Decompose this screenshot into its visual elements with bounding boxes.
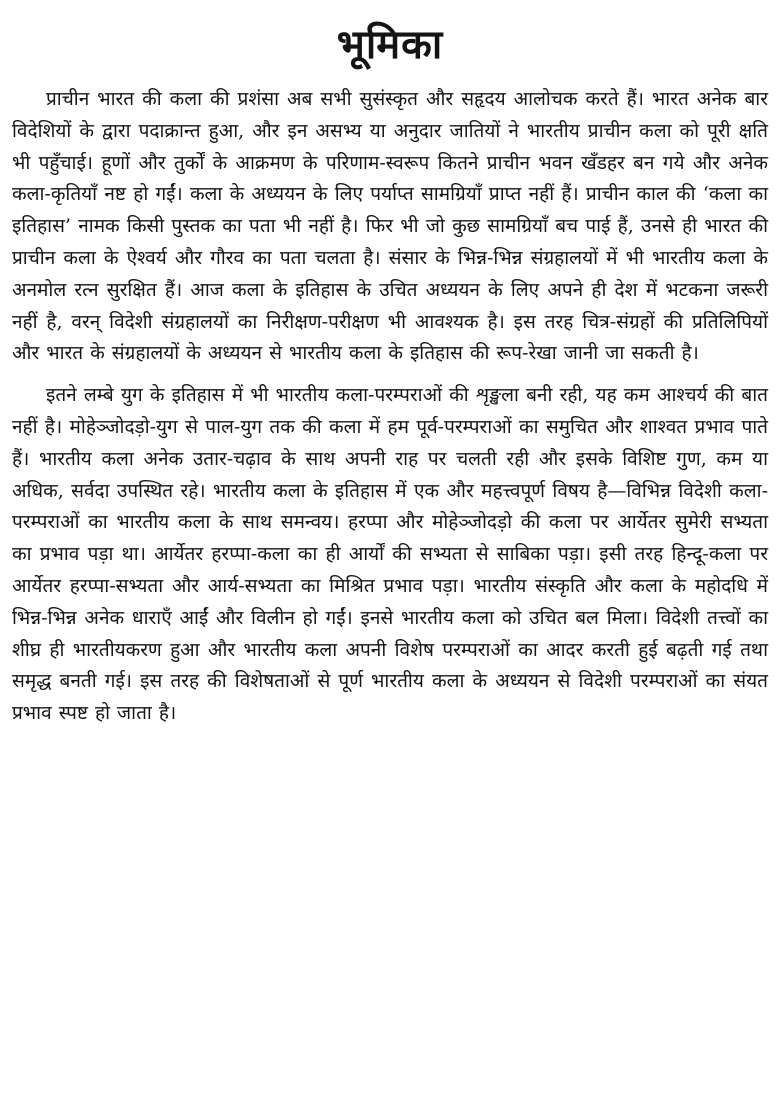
paragraph: प्राचीन भारत की कला की प्रशंसा अब सभी सुसंस्कृत और सहृदय आलोचक करते हैं। भारत अनेक बार विदेशियों के द्वारा पदाक्रान्त हुआ, और इन असभ्य या अनुदार जातियों ने भारतीय प्राचीन कला को पूरी क्षति भी पहुँचाई। हूणों और तुर्कों के आक्रमण के परिणाम-स्वरूप कितने प्राचीन भवन खँडहर बन गये और अनेक कला-कृतियाँ नष्ट हो गईं। कला के अध्ययन के लिए पर्याप्त सामग्रियाँ प्राप्त नहीं हैं। प्राचीन काल की ‘कला का इतिहास’ नामक किसी पुस्तक का पता भी नहीं है। फिर भी जो कुछ सामग्रियाँ बच पाई हैं, उनसे ही भारत की प्राचीन कला के ऐश्वर्य और गौरव का पता चलता है। संसार के भिन्न-भिन्न संग्रहालयों में भी भारतीय कला के अनमोल रत्न सुरक्षित हैं। आज कला के इतिहास के उचित अध्ययन के लिए अपने ही देश में भटकना जरूरी नहीं है, वरन् विदेशी संग्रहालयों का निरीक्षण-परीक्षण भी आवश्यक है। इस तरह चित्र-संग्रहों की प्रतिलिपियों और भारत के संग्रहालयों के अध्ययन से भारतीय कला के इतिहास की रूप-रेखा जानी जा सकती है।: [12, 88, 768, 365]
paragraph: इतने लम्बे युग के इतिहास में भी भारतीय कला-परम्पराओं की शृङ्खला बनी रही, यह कम आश्चर्य की बात नहीं है। मोहेञ्जोदड़ो-युग से पाल-युग तक की कला में हम पूर्व-परम्पराओं का समुचित और शाश्वत प्रभाव पाते हैं। भारतीय कला अनेक उतार-चढ़ाव के साथ अपनी राह पर चलती रही और इसके विशिष्ट गुण, कम या अधिक, सर्वदा उपस्थित रहे। भारतीय कला के इतिहास में एक और महत्त्वपूर्ण विषय है—विभिन्न विदेशी कला-परम्पराओं का भारतीय कला के साथ समन्वय। हरप्पा और मोहेञ्जोदड़ो की कला पर आर्येतर सुमेरी सभ्यता का प्रभाव पड़ा था। आर्येतर हरप्पा-कला का ही आर्यों की सभ्यता से साबिका पड़ा। इसी तरह हिन्दू-कला पर आर्येतर हरप्पा-सभ्यता और आर्य-सभ्यता का मिश्रित प्रभाव पड़ा। भारतीय संस्कृति और कला के महोदधि में भिन्न-भिन्न अनेक धाराएँ आईं और विलीन हो गईं। इनसे भारतीय कला को उचित बल मिला। विदेशी तत्त्वों का शीघ्र ही भारतीयकरण हुआ और भारतीय कला अपनी विशेष परम्पराओं का आदर करती हुई बढ़ती गई तथा समृद्ध बनती गई। इस तरह की विशेषताओं से पूर्ण भारतीय कला के अध्ययन से विदेशी परम्पराओं का संयत प्रभाव स्पष्ट हो जाता है।: [12, 384, 768, 725]
page-title: भूमिका: [336, 21, 444, 68]
